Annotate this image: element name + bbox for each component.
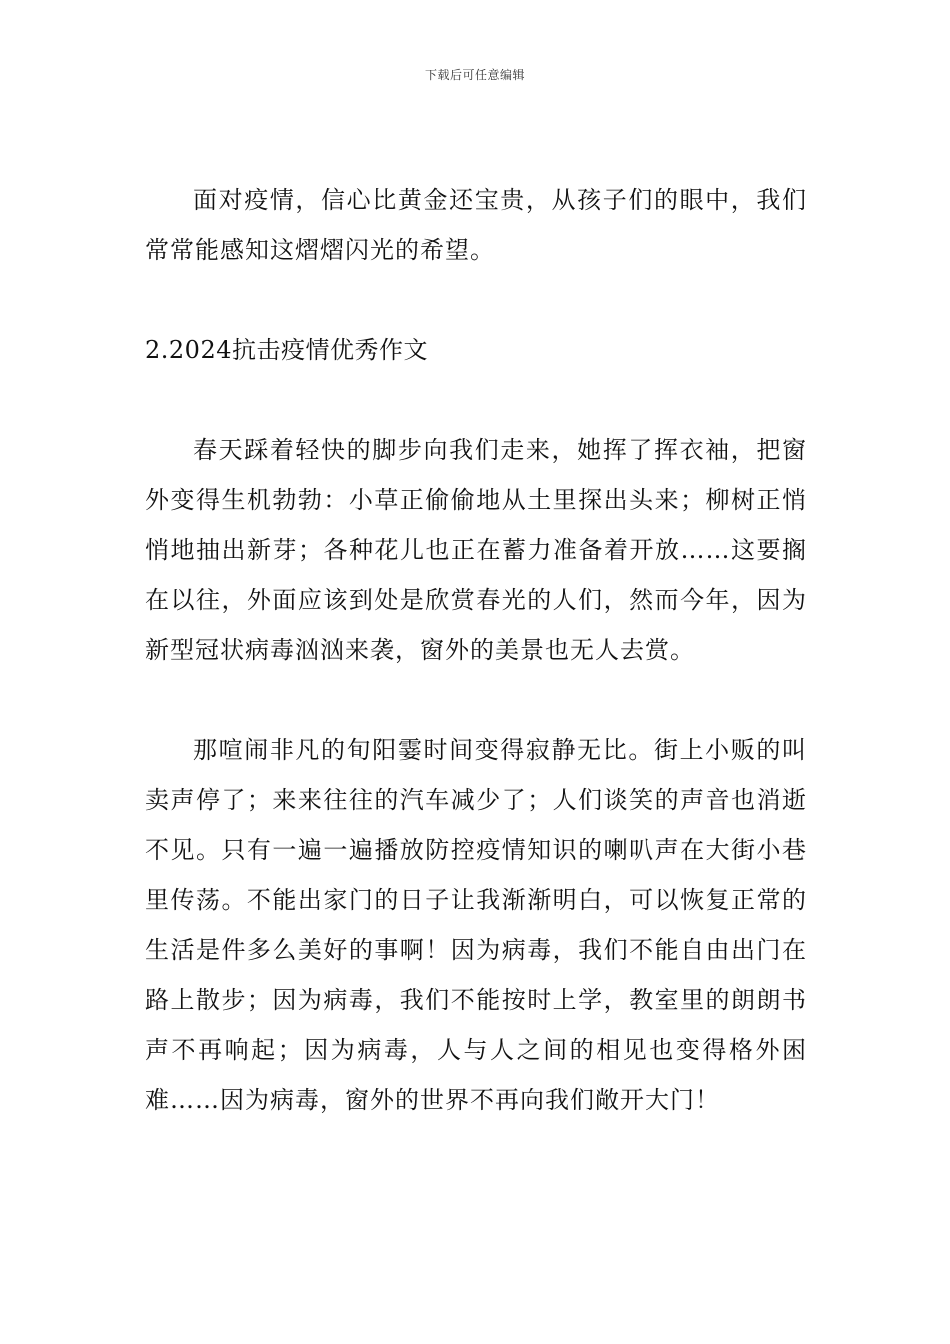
section-heading: 2.2024抗击疫情优秀作文 xyxy=(145,336,428,364)
paragraph-confidence: 面对疫情，信心比黄金还宝贵，从孩子们的眼中，我们常常能感知这熠熠闪光的希望。 xyxy=(145,186,807,264)
page-header-note: 下载后可任意编辑 xyxy=(424,68,525,82)
paragraph-spring: 春天踩着轻快的脚步向我们走来，她挥了挥衣袖，把窗外变得生机勃勃：小草正偷偷地从土里探出头来；柳树正悄悄地抽出新芽；各种花儿也正在蓄力准备着开放……这要搁在以往，外面应该到处是欣赏春光的人们，然而今年，因为新型冠状病毒汹汹来袭，窗外的美景也无人去赏。 xyxy=(145,436,807,664)
paragraph-quiet-city: 那喧闹非凡的旬阳霎时间变得寂静无比。街上小贩的叫卖声停了；来来往往的汽车减少了；人们谈笑的声音也消逝不见。只有一遍一遍播放防控疫情知识的喇叭声在大街小巷里传荡。不能出家门的日子让我渐渐明白，可以恢复正常的生活是件多么美好的事啊！因为病毒，我们不能自由出门在路上散步；因为病毒，我们不能按时上学，教室里的朗朗书声不再响起；因为病毒，人与人之间的相见也变得格外困难……因为病毒，窗外的世界不再向我们敞开大门！ xyxy=(145,736,807,1114)
